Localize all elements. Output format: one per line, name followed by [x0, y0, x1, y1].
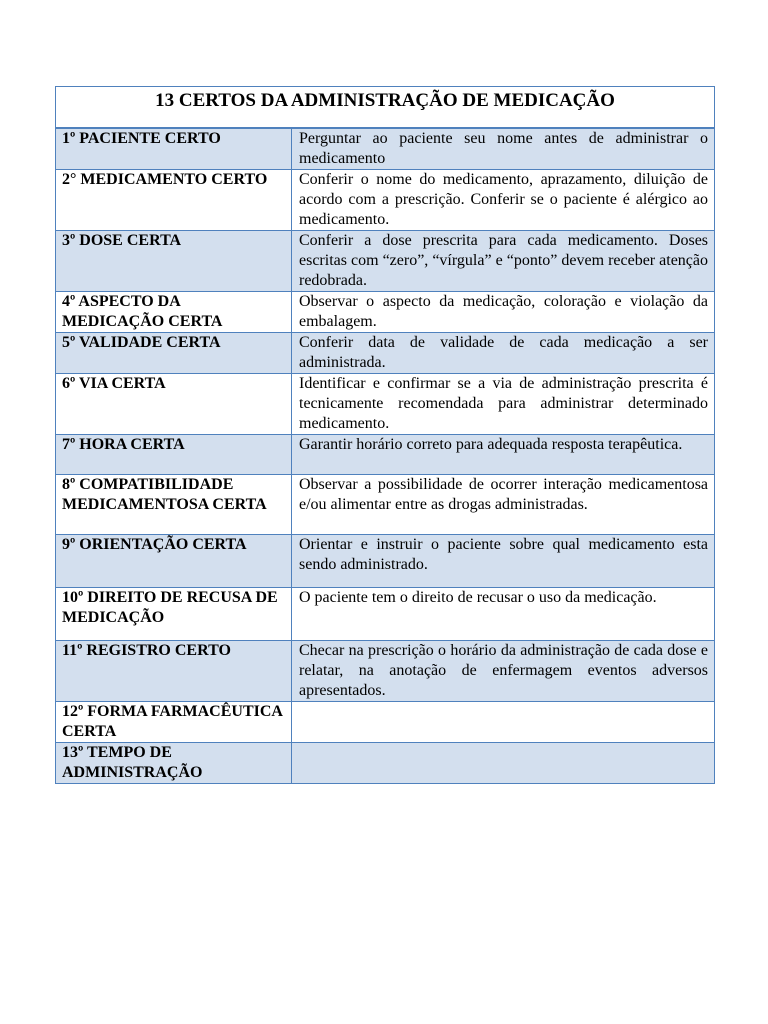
title-row	[56, 87, 715, 129]
row-description: Checar na prescrição o horário da administração de cada dose e relatar, na anotação de enfermagem eventos adversos apresentados.	[292, 641, 715, 702]
row-description: Observar a possibilidade de ocorrer interação medicamentosa e/ou alimentar entre as drogas administradas.	[292, 475, 715, 535]
row-label: 8º COMPATIBILIDADE MEDICAMENTOSA CERTA	[56, 475, 292, 535]
table-row	[56, 641, 715, 702]
table-row	[56, 374, 715, 435]
row-label: 3º DOSE CERTA	[56, 231, 292, 292]
row-label: 12º FORMA FARMACÊUTICA CERTA	[56, 702, 292, 743]
table-row	[56, 435, 715, 475]
row-label: 6º VIA CERTA	[56, 374, 292, 435]
table-row	[56, 535, 715, 588]
row-label: 11º REGISTRO CERTO	[56, 641, 292, 702]
row-description: O paciente tem o direito de recusar o uso da medicação.	[292, 588, 715, 641]
table-row	[56, 170, 715, 231]
row-description	[292, 702, 715, 743]
row-label: 1º PACIENTE CERTO	[56, 128, 292, 170]
table-row	[56, 588, 715, 641]
row-description: Conferir o nome do medicamento, aprazamento, diluição de acordo com a prescrição. Conferir se o paciente é alérgico ao medicamento.	[292, 170, 715, 231]
row-description: Conferir a dose prescrita para cada medicamento. Doses escritas com “zero”, “vírgula” e “ponto” devem receber atenção redobrada.	[292, 231, 715, 292]
row-label: 9º ORIENTAÇÃO CERTA	[56, 535, 292, 588]
table-row	[56, 292, 715, 333]
table-row	[56, 743, 715, 784]
row-label: 5º VALIDADE CERTA	[56, 333, 292, 374]
row-description: Conferir data de validade de cada medicação a ser administrada.	[292, 333, 715, 374]
row-description: Identificar e confirmar se a via de administração prescrita é tecnicamente recomendada para administrar determinado medicamento.	[292, 374, 715, 435]
row-description	[292, 743, 715, 784]
row-description: Orientar e instruir o paciente sobre qual medicamento esta sendo administrado.	[292, 535, 715, 588]
row-label: 2° MEDICAMENTO CERTO	[56, 170, 292, 231]
row-description: Observar o aspecto da medicação, coloração e violação da embalagem.	[292, 292, 715, 333]
row-label: 4º ASPECTO DA MEDICAÇÃO CERTA	[56, 292, 292, 333]
table-title: 13 CERTOS DA ADMINISTRAÇÃO DE MEDICAÇÃO	[56, 87, 715, 129]
table-row	[56, 702, 715, 743]
table-row	[56, 333, 715, 374]
row-label: 7º HORA CERTA	[56, 435, 292, 475]
row-label: 10º DIREITO DE RECUSA DE MEDICAÇÃO	[56, 588, 292, 641]
row-description: Garantir horário correto para adequada resposta terapêutica.	[292, 435, 715, 475]
medication-rights-table	[55, 86, 715, 784]
document-page	[55, 86, 714, 784]
table-row	[56, 475, 715, 535]
table-row	[56, 128, 715, 170]
row-label: 13º TEMPO DE ADMINISTRAÇÃO	[56, 743, 292, 784]
row-description: Perguntar ao paciente seu nome antes de administrar o medicamento	[292, 128, 715, 170]
table-row	[56, 231, 715, 292]
